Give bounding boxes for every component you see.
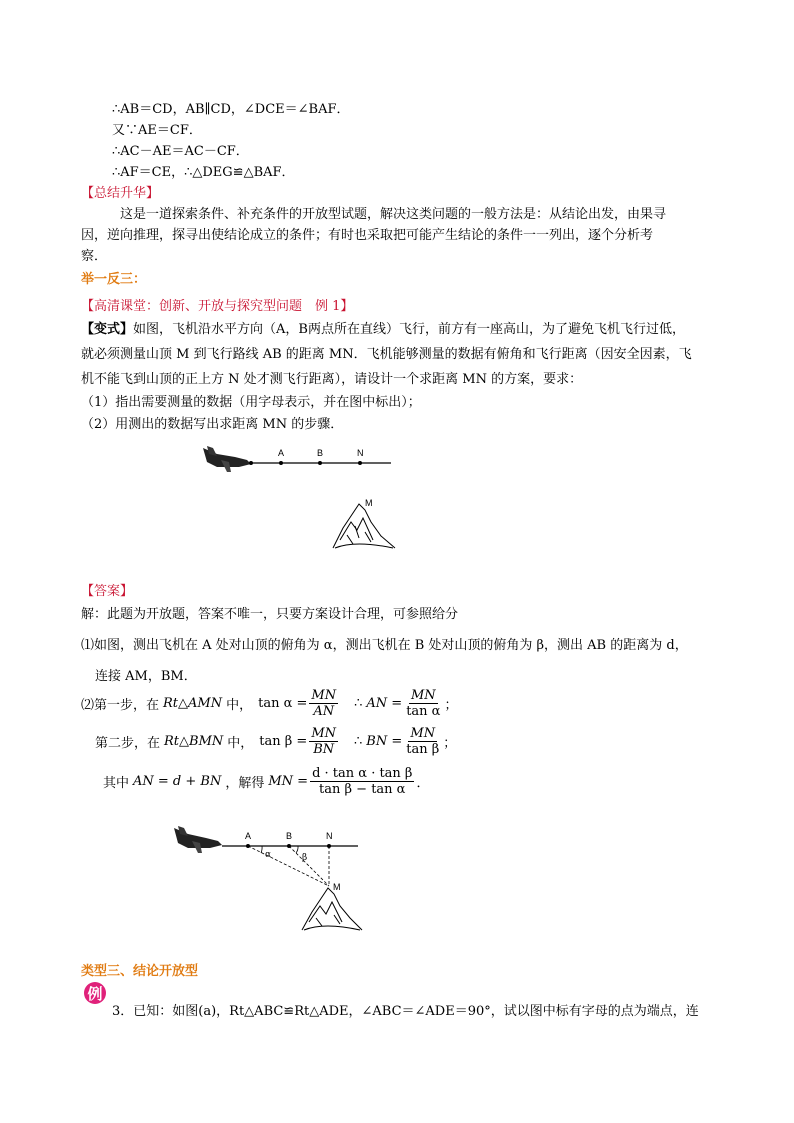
practice-heading: 举一反三： [81,272,147,287]
summary-text-1: 这是一道探索条件、补充条件的开放型试题，解决这类问题的一般方法是：从结论出发，由果寻 [120,207,667,222]
line-bm [289,846,329,886]
summary-text-2: 因，逆向推理，探寻出使结论成立的条件；有时也采取把可能产生结论的条件一一列出，逐个分析考 [81,228,654,243]
step3-therefore: ∴ [354,734,363,749]
step3-prefix: 第二步，在 [95,736,161,751]
answer-step1-a: ⑴如图，测出飞机在 A 处对山顶的俯角为 α，测出飞机在 B 处对山顶的俯角为 β，测出 AB 的距离为 d， [81,638,688,653]
type3-text: 3．已知：如图(a)，Rt△ABC≌Rt△ADE，∠ABC＝∠ADE＝90°，试以图中标有字母的点为端点，连 [112,1004,699,1019]
airplane-icon [174,826,222,853]
label-b: B [286,831,293,841]
question-2: （2）用测出的数据写出求距离 MN 的步骤． [81,417,344,432]
proof-line-4: ∴AF＝CE，∴△DEG≌△BAF． [112,165,295,180]
step2-prefix: ⑵第一步，在 [81,698,160,713]
mountain-icon [333,504,395,548]
label-alpha: α [265,850,272,860]
line-am [248,846,329,886]
figure-1 [195,440,400,555]
step2-fraction-1: $\frac{MN}{AN}$ [311,688,337,719]
label-b: B [317,448,324,458]
variant-line-1 [81,318,685,337]
step3-fn: tan β = [259,734,308,749]
proof-line-3: ∴AC－AE＝AC－CF． [112,144,249,159]
step2-therefore: ∴ [354,696,363,711]
proof-line-1: ∴AB＝CD，AB∥CD，∠DCE＝∠BAF． [112,102,350,117]
step2-end: ； [444,698,458,713]
label-a: A [245,831,252,841]
mountain-icon [302,888,362,930]
answer-step2 [81,688,457,719]
step4-prefix: 其中 [103,776,130,791]
variant-line-3: 机不能飞到山顶的正上方 N 处才测飞行距离），请设计一个求距离 MN 的方案，要求： [81,372,583,387]
step2-triangle: Rt△AMN [163,696,223,711]
answer-step1-b: 连接 AM，BM． [95,669,197,684]
step3-fraction-1: $\frac{MN}{BN}$ [311,726,336,757]
answer-intro: 解：此题为开放题，答案不唯一，只要方案设计合理，可参照给分 [81,607,459,622]
step2-lhs: AN = [366,696,403,711]
label-m: M [333,882,341,892]
step2-fraction-2: $\frac{MN}{\text{tan α}}$ [406,688,441,719]
answer-step3 [95,726,456,757]
variant-text-1: 如图，飞机沿水平方向（A，B两点所在直线）飞行，前方有一座高山，为了避免飞机飞行过低， [133,322,685,337]
answer-heading: 【答案】 [81,584,134,599]
step4-mid: ，解得 [225,776,265,791]
step3-lhs: BN = [366,734,403,749]
summary-heading: 【总结升华】 [81,186,160,201]
label-a: A [278,448,285,458]
variant-line-2: 就必须测量山顶 M 到飞行路线 AB 的距离 MN．飞机能够测量的数据有俯角和飞行距离（因安全因素，飞 [81,347,692,362]
step4-end: ． [416,776,430,791]
step3-fraction-2: $\frac{MN}{\text{tan β}}$ [406,726,440,757]
lesson-tag: 【高清课堂：创新、开放与探究型问题 例 1】 [81,299,354,314]
step3-triangle: Rt△BMN [164,734,224,749]
proof-line-2: 又∵AE＝CF． [112,123,202,138]
label-m: M [365,498,373,508]
label-beta: β [302,853,308,863]
variant-tag: 【变式】 [81,322,134,337]
step4-lhs: MN = [268,774,309,789]
step4-equation: AN = d + BN [133,774,222,789]
summary-text-3: 察． [81,249,108,264]
example-badge: 例 [84,982,106,1004]
step2-fn: tan α = [258,696,308,711]
answer-step4 [103,766,429,797]
step3-end: ； [443,736,457,751]
label-n: N [326,831,333,841]
type3-heading: 类型三、结论开放型 [81,964,199,979]
step3-mid: 中， [227,736,254,751]
step2-mid: 中， [226,698,253,713]
label-n: N [357,448,364,458]
step4-fraction: $\frac{\text{d · tan α · tan β}}{\text{tan β − tan α}}$ [312,766,413,797]
airplane-icon [203,446,251,472]
question-1: （1）指出需要测量的数据（用字母表示，并在图中标出）； [81,395,421,410]
figure-2 [170,820,365,935]
